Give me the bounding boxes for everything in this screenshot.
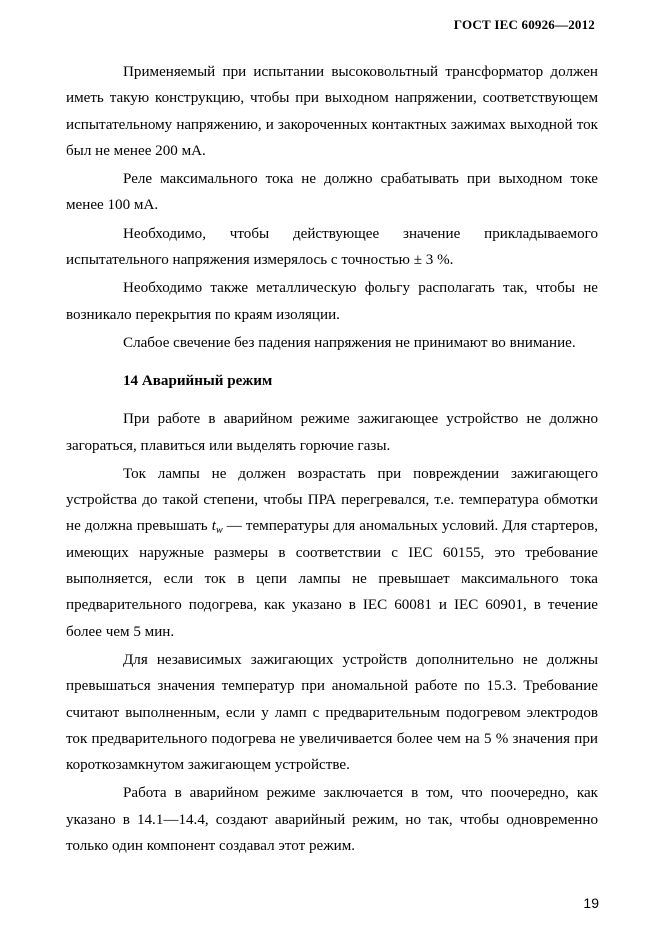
standard-code-header: ГОСТ IEC 60926—2012 <box>453 17 595 32</box>
page-number: 19 <box>583 895 599 911</box>
paragraph-transformer: Применяемый при испытании высоковольтный трансформатор должен иметь такую конструкцию, чтобы при выходном напряжении, соответствующем испытательному напряжению, и закороченных контактных зажимах выходной ток был не менее 200 мА. <box>66 64 598 159</box>
section-title: 14 Аварийный режим <box>123 373 273 390</box>
paragraph-lamp-current <box>66 461 598 645</box>
temperature-symbol: $t_w$ <box>211 518 223 537</box>
paragraph-foil: Необходимо также металлическую фольгу располагать так, чтобы не возникало перекрытия по краям изоляции. <box>66 280 598 323</box>
document-body <box>66 59 598 861</box>
paragraph-lamp-current-end: — температуры для аномальных условий. Для стартеров, имеющих наружные размеры в соответствии с IEC 60155, это требование выполняется, если ток в цепи лампы не превышает максимального тока предварительного подогрева, как указано в IEC 60081 и IEC 60901, в течение более чем 5 мин. <box>66 518 598 640</box>
paragraph-relay: Реле максимального тока не должно срабатывать при выходном токе менее 100 мА. <box>66 171 598 214</box>
paragraph-fault-mode: При работе в аварийном режиме зажигающее устройство не должно загораться, плавиться или выделять горючие газы. <box>66 411 598 454</box>
paragraph-voltage-accuracy: Необходимо, чтобы действующее значение прикладываемого испытательного напряжения измерялось с точностью ± 3 %. <box>66 225 598 269</box>
paragraph-lamp-current-start: Ток лампы не должен возрастать при повреждении зажигающего устройства до такой степени, чтобы ПРА перегревался, т.е. температура обмотки не должна превышать <box>66 465 598 535</box>
paragraph-independent-ignitors: Для независимых зажигающих устройств дополнительно не должны превышаться значения температур при аномальной работе по 15.3. Требование считают выполненным, если у ламп с предварительным подогревом электродов ток предварительного подогрева не увеличивается более чем на 5 % значения при короткозамкнутом зажигающем устройстве. <box>66 651 598 774</box>
paragraph-fault-procedure: Работа в аварийном режиме заключается в том, что поочередно, как указано в 14.1—14.4, создают аварийный режим, но так, чтобы одновременно только один компонент создавал этот режим. <box>66 785 598 855</box>
paragraph-glow: Слабое свечение без падения напряжения не принимают во внимание. <box>123 334 576 351</box>
